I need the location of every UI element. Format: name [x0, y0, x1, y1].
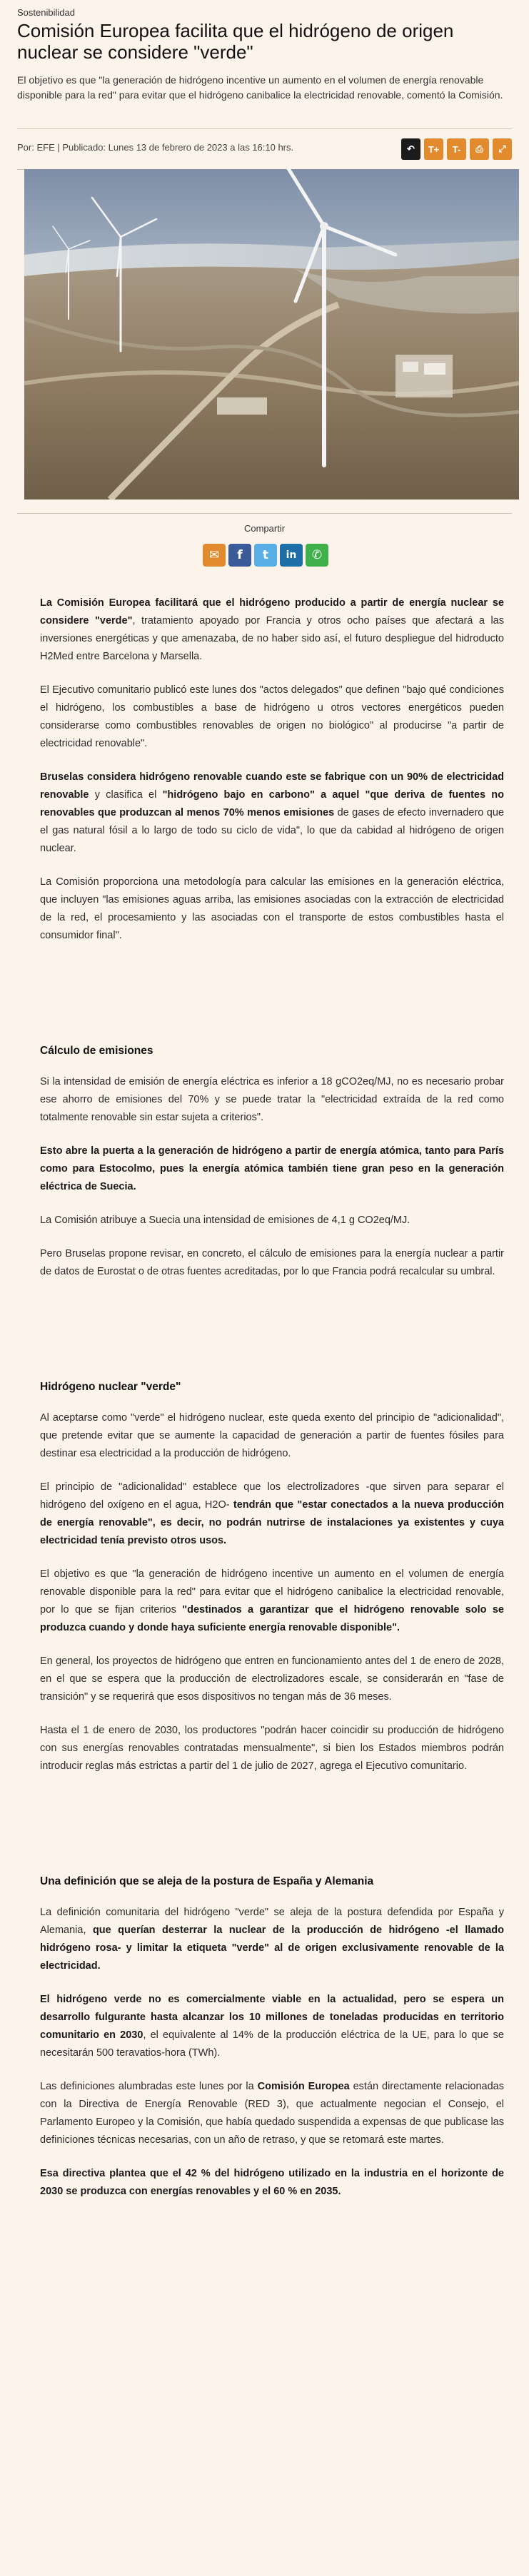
paragraph: [40, 1073, 504, 1127]
paragraph: [40, 1245, 504, 1281]
expand-icon[interactable]: ⤢: [493, 138, 512, 160]
subheading: Una definición que se aleja de la postura de España y Alemania: [40, 1875, 374, 1887]
text: El Ejecutivo comunitario publicó este lunes dos "actos delegados" que definen "bajo qué condiciones el hidrógeno, los combustibles a base de hidrógeno u otros vectores energéticos pueden considerarse como combustibles renovables de origen no biológico" al producirse "a partir de electricidad renovable".: [40, 684, 504, 749]
headline: Comisión Europea facilita que el hidrógeno de origen nuclear se considere "verde": [17, 20, 454, 63]
paragraph: [40, 1212, 504, 1229]
text: Si la intensidad de emisión de energía eléctrica es inferior a 18 gCO2eq/MJ, no es necesario probar ese ahorro de emisiones del 70% y se puede tratar la "electricidad extraída de la red como totalmente renovable sin estar sujeta a criterios".: [40, 1076, 504, 1123]
text: , tratamiento apoyado por Francia y otros ocho países que afectará a las inversiones energéticas y que amenazaba, de no haber sido así, el futuro despliegue del hidroducto H2Med entre Barcelona y Marsella.: [40, 615, 504, 662]
paragraph: [40, 1904, 504, 1975]
paragraph: [40, 2165, 504, 2201]
paragraph: [40, 1142, 504, 1196]
bold-text: tendrán que "estar conectados a la nueva producción de energía renovable", es decir, no podrán nutrirse de instalaciones ya existentes y cuya electricidad tenía previsto otros usos.: [40, 1499, 504, 1546]
text: Las definiciones alumbradas este lunes por la: [40, 2081, 258, 2092]
bold-text: Esto abre la puerta a la generación de hidrógeno a partir de energía atómica, tanto para París como para Estocolmo, pues la energía atómica también tiene gran peso en la generación eléctrica de Suecia.: [40, 1145, 504, 1192]
bold-text: Esa directiva plantea que el 42 % del hidrógeno utilizado en la industria en el horizonte de 2030 se produzca con energías renovables y el 60 % en 2035.: [40, 2168, 504, 2197]
text: El objetivo es que "la generación de hidrógeno incentive un aumento en el volumen de energía renovable disponible para la red" para evitar que el hidrógeno canibalice la electricidad renovable, por lo que se fijan criterios: [40, 1568, 504, 1616]
paragraph: [40, 769, 504, 858]
article-tools: [401, 138, 512, 160]
lead-paragraph: El objetivo es que "la generación de hidrógeno incentive un aumento en el volumen de energía renovable disponible para la red" para evitar que el hidrógeno canibalice la electricidad renovable, comentó la Comisión.: [17, 74, 503, 101]
text: El principio de "adicionalidad" establece que los electrolizadores -que sirven para separar el hidrógeno del oxígeno en el agua, H2O-: [40, 1481, 504, 1511]
paragraph: [40, 1991, 504, 2062]
text: Al aceptarse como "verde" el hidrógeno nuclear, este queda exento del principio de "adicionalidad", que pretende evitar que se aumente la capacidad de generación a partir de fuentes fósiles para destinar esa electricidad a la producción de hidrógeno.: [40, 1412, 504, 1459]
divider: [17, 513, 512, 514]
paragraph: [40, 1722, 504, 1775]
paragraph: [40, 681, 504, 753]
wind-turbines-photo: [24, 169, 519, 500]
byline: Por: EFE | Publicado: Lunes 13 de febrero de 2023 a las 16:10 hrs.: [17, 142, 294, 153]
linkedin-share-icon[interactable]: in: [280, 544, 303, 567]
whatsapp-share-icon[interactable]: ✆: [306, 544, 328, 567]
text: y clasifica el: [89, 789, 163, 801]
paragraph: [40, 2078, 504, 2149]
email-share-icon[interactable]: ✉: [203, 544, 226, 567]
back-icon[interactable]: ↶: [401, 138, 420, 160]
section-label[interactable]: Sostenibilidad: [17, 7, 75, 18]
bold-text: "destinados a garantizar que el hidrógeno renovable solo se produzca cuando y donde haya suficiente energía renovable disponible".: [40, 1604, 504, 1633]
bold-text: "hidrógeno bajo en carbono" a aquel "que deriva de fuentes no renovables que produzcan al menos 70% menos emisiones: [40, 789, 504, 818]
text: La Comisión proporciona una metodología para calcular las emisiones en la generación eléctrica, que incluyen "las emisiones aguas arriba, las emisiones asociadas con la extracción de electricidad de la red, el procesamiento y las asociadas con el transporte de estos combustibles hasta el consumidor final".: [40, 876, 504, 941]
share-icons: [203, 544, 328, 567]
font-increase-button[interactable]: T+: [424, 138, 443, 160]
article-photo: [24, 169, 519, 500]
bold-text: La Comisión Europea facilitará que el hidrógeno producido a partir de energía nuclear se considere "verde": [40, 597, 504, 627]
print-icon[interactable]: ⎙: [470, 138, 489, 160]
text: de gases de efecto invernadero que el gas natural fósil a lo largo de todo su ciclo de vida", lo que da cabidad al hidrógeno de origen nuclear.: [40, 807, 504, 854]
share-label: Compartir: [243, 523, 286, 534]
text: La definición comunitaria del hidrógeno "verde" se aleja de la postura defendida por España y Alemania,: [40, 1907, 504, 1936]
subheading: Cálculo de emisiones: [40, 1045, 153, 1057]
paragraph: [40, 1479, 504, 1550]
text: están directamente relacionadas con la Directiva de Energía Renovable (RED 3), que actualmente negocian el Consejo, el Parlamento Europeo y la Comisión, que había quedado suspendida a expensas de que publicase las definiciones técnicas necesarias, con un año de retraso, y que se retomará este martes.: [40, 2081, 504, 2146]
subheading: Hidrógeno nuclear "verde": [40, 1381, 181, 1393]
facebook-share-icon[interactable]: f: [228, 544, 251, 567]
bold-text: Comisión Europea: [257, 2081, 350, 2092]
article-body: [40, 594, 504, 2216]
paragraph: [40, 1409, 504, 1463]
text: Pero Bruselas propone revisar, en concreto, el cálculo de emisiones para la energía nuclear a partir de datos de Eurostat o de otras fuentes acreditadas, por lo que Francia podrá recalcular su umbral.: [40, 1248, 504, 1277]
paragraph: [40, 1566, 504, 1637]
text: , el equivalente al 14% de la producción eléctrica de la UE, para lo que se necesitarán 500 teravatios-hora (TWh).: [40, 2029, 504, 2059]
paragraph: [40, 594, 504, 666]
bold-text: El hidrógeno verde no es comercialmente viable en la actualidad, pero se espera un desarrollo fulgurante hasta alcanzar los 10 millones de toneladas producidas en territorio comunitario en 2030: [40, 1994, 504, 2041]
bold-text: Bruselas considera hidrógeno renovable cuando este se fabrique con un 90% de electricidad renovable: [40, 771, 504, 801]
paragraph: [40, 873, 504, 945]
byline-bar: [17, 128, 512, 170]
text: La Comisión atribuye a Suecia una intensidad de emisiones de 4,1 g CO2eq/MJ.: [40, 1215, 410, 1226]
twitter-share-icon[interactable]: t: [254, 544, 277, 567]
bold-text: que querían desterrar la nuclear de la producción de hidrógeno -el llamado hidrógeno rosa- y limitar la etiqueta "verde" al de origen exclusivamente renovable de la electricidad.: [40, 1925, 504, 1972]
paragraph: [40, 1653, 504, 1706]
font-decrease-button[interactable]: T-: [447, 138, 466, 160]
text: En general, los proyectos de hidrógeno que entren en funcionamiento antes del 1 de enero de 2028, en el que se espera que la producción de electrolizadores escale, se considerarán en "fase de transición" y se requerirá que esos dispositivos no tengan más de 36 meses.: [40, 1655, 504, 1703]
text: Hasta el 1 de enero de 2030, los productores "podrán hacer coincidir su producción de hidrógeno con sus energías renovables contratadas mensualmente", si bien los Estados miembros podrán introducir reglas más estrictas a partir del 1 de julio de 2027, agrega el Ejecutivo comunitario.: [40, 1725, 504, 1772]
